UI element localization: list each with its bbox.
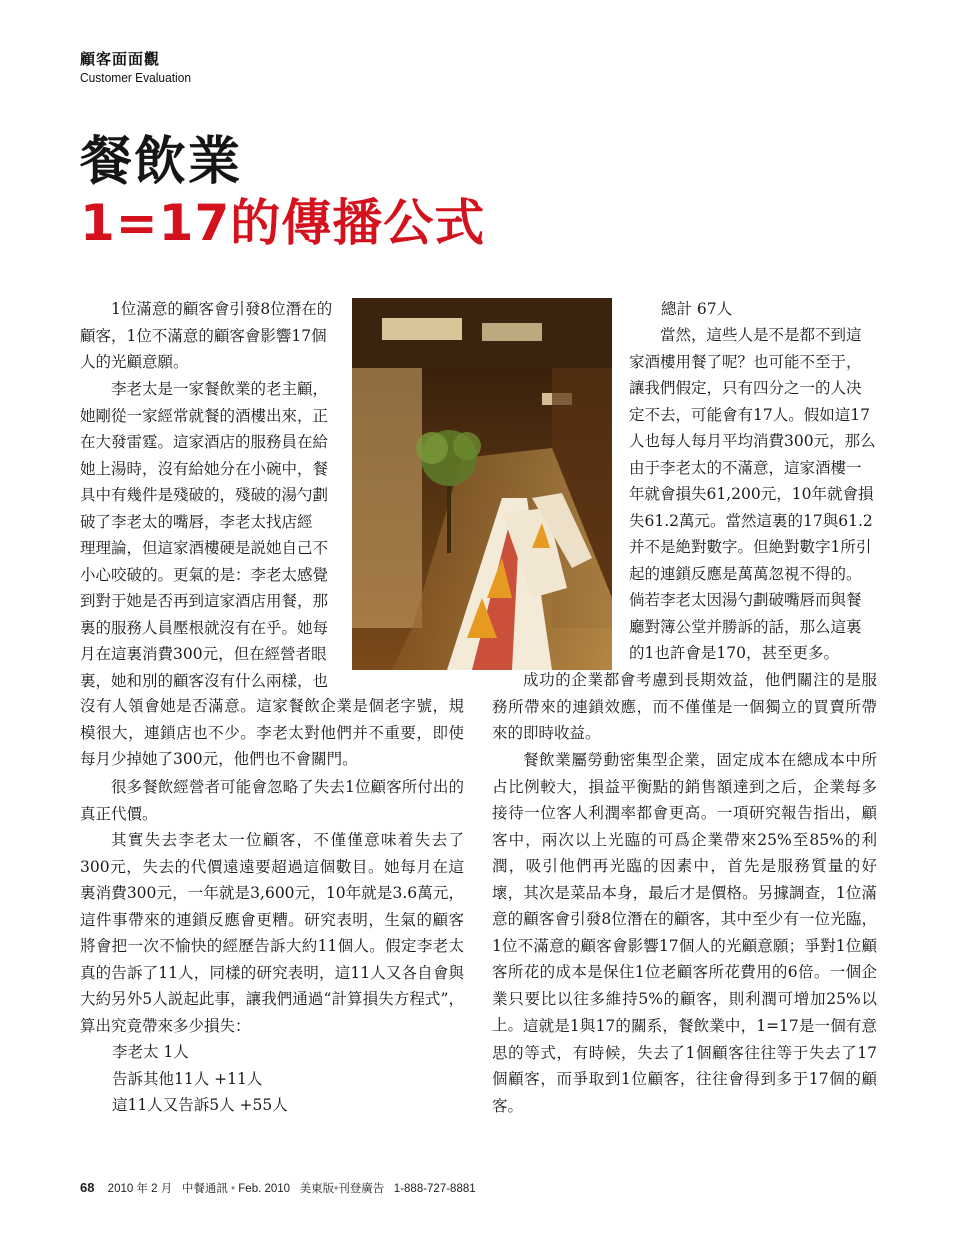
article-subtitle: 1=17的傳播公式 bbox=[80, 194, 486, 252]
footer-separator: • bbox=[231, 1183, 236, 1195]
section-label-en: Customer Evaluation bbox=[80, 70, 192, 85]
footer-month: Feb. 2010 bbox=[238, 1183, 291, 1195]
calc-line-2: 告訴其他11人 +11人 bbox=[112, 1070, 263, 1088]
right-para-2: 成功的企業都會考慮到長期效益，他們關注的是服務所帶來的連鎖效應，而不僅僅是一個獨立的買賣所帶來的即時收益。 bbox=[492, 671, 877, 742]
restaurant-icon bbox=[352, 298, 612, 670]
footer-date: 2010 年 2 月 bbox=[107, 1183, 173, 1195]
left-para-1: 1位滿意的顧客會引發8位潛在的 顧客，1位不滿意的顧客會影響17個 人的光顧意願。 bbox=[80, 300, 333, 371]
right-para-1: 當然，這些人是不是都不到這 家酒樓用餐了呢？也可能不至于， 讓我們假定，只有四分之一的人决 定不去，可能會有17人。假如這17 人也每人每月平均消費300元，那么 由于李老太的不滿意，這家酒樓一 年就會損失61,200元，10年就會損 失61.2萬元。當然這裏的17與61.2 并不是絶對數字。但絶對數字1所引 起的連鎖反應是萬萬忽視不得的。 倘若李老太因湯勺劃破嘴唇而與餐 廳對簿公堂并勝訴的話，那么這裏 的1也許會是170，甚至更多。 bbox=[629, 326, 876, 662]
left-para-2: 李老太是一家餐飲業的老主顧， 她剛從一家經常就餐的酒樓出來，正 在大發雷霆。這家酒店的服務員在給 她上湯時，沒有給她分在小碗中，餐 具中有幾件是殘破的，殘破的湯勺劃 破了李老太的嘴唇，李老太找店經 理理論，但這家酒樓硬是説她自己不 小心咬破的。更氣的是：李老太感覺 到對于她是否再到這家酒店用餐，那 裏的服務人員壓根就沒有在乎。她每 月在這裏消費300元，但在經營者眼 裏，她和別的顧客沒有什么兩樣，也 bbox=[80, 380, 329, 690]
left-para-5: 其實失去李老太一位顧客，不僅僅意味着失去了300元，失去的代價遠遠要超過這個數目。她每月在這裏消費300元，一年就是3,600元，10年就是3.6萬元，這件事帶來的連鎖反應會更糟。研究表明，生氣的顧客將會把一次不愉快的經歷告訴大約11個人。假定李老太真的告訴了11人，同樣的研究表明，這11人又各自會與大約另外5人説起此事，讓我們通過“計算損失方程式”，算出究竟帶來多少損失： bbox=[80, 831, 464, 1035]
article-title: 餐飲業 bbox=[80, 132, 243, 192]
right-para-4: 這就是1與17的關系，餐飲業中，1=17是一個有意思的等式，有時候，失去了1個顧客往往等于失去了17個顧客，而爭取到1位顧客，往往會得到多于17個的顧客。 bbox=[492, 1017, 877, 1115]
footer-ad: 刊登廣告 bbox=[338, 1183, 385, 1195]
calc-line-1: 李老太 1人 bbox=[112, 1043, 189, 1061]
footer-separator-2: • bbox=[334, 1183, 339, 1195]
page-number: 68 bbox=[80, 1180, 95, 1195]
footer-edition: 美東版 bbox=[299, 1183, 335, 1195]
calc-line-3: 這11人又告訴5人 +55人 bbox=[112, 1096, 288, 1114]
right-para-3: 餐飲業屬勞動密集型企業，固定成本在總成本中所占比例較大，損益平衡點的銷售額達到之后，企業每多接待一位客人利潤率都會更高。一項研究報告指出，顧客中，兩次以上光臨的可爲企業帶來25%至85%的利潤，吸引他們再光臨的因素中，首先是服務質量的好壞，其次是菜品本身，最后才是價格。另據調查，1位滿意的顧客會引發8位潛在的顧客，其中至少有一位光臨，1位不滿意的顧客會影響17個人的光顧意願；爭對1位顧客所花的成本是保住1位老顧客所花費用的6倍。一個企業只要比以往多維持5%的顧客，則利潤可增加25%以上。 bbox=[492, 751, 877, 1034]
page-footer bbox=[80, 1180, 476, 1196]
calc-total: 總計 67人 bbox=[661, 300, 733, 318]
left-para-4: 很多餐飲經營者可能會忽略了失去1位顧客所付出的真正代價。 bbox=[80, 778, 464, 823]
restaurant-photo bbox=[352, 298, 612, 670]
footer-publication: 中餐通訊 bbox=[181, 1183, 228, 1195]
section-label-zh: 顧客面面觀 bbox=[80, 50, 161, 68]
left-para-3: 沒有人領會她是否滿意。這家餐飲企業是個老字號，規模很大，連鎖店也不少。李老太對他們并不重要，即使每月少掉她了300元，他們也不會關門。 bbox=[80, 697, 464, 768]
footer-phone: 1-888-727-8881 bbox=[393, 1183, 476, 1195]
